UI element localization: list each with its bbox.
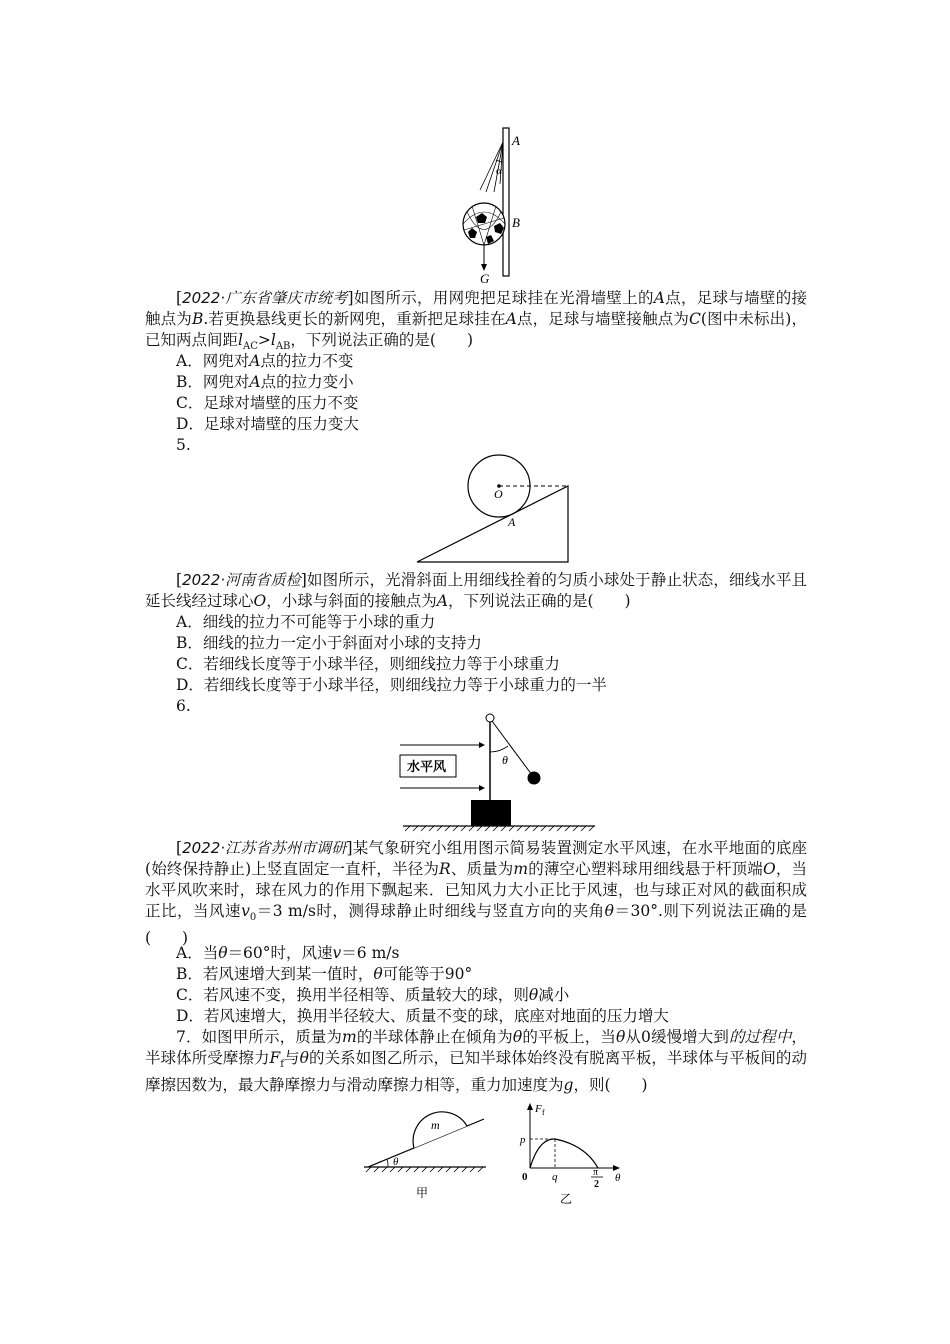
q5-var: O [253,592,267,610]
opt-text: 点的拉力变小 [260,373,354,391]
q6-number: 6. [176,697,191,715]
opt-text: 可能等于90° [382,965,473,983]
opt-text: 减小 [538,986,570,1004]
opt-text: C．若风速不变，换用半径相等、质量较大的球，则 [176,986,529,1004]
q4-source: 2022·广东省肇庆市统考 [182,289,348,307]
q5-option-a[interactable]: A．细线的拉力不可能等于小球的重力 [176,613,436,631]
q6-var: O [762,860,776,878]
q7-stem-part: ，则( ) [573,1076,648,1095]
opt-var: θ [528,986,539,1004]
q6-stem-part: ＝3 m/s时，测得球静止时细线与竖直方向的夹角 [256,902,605,920]
q4-option-c[interactable]: C．足球对墙壁的压力不变 [176,394,359,412]
q6-stem-part: 、质量为 [450,860,514,878]
q4-label-alpha: α [496,165,502,177]
q6-var: v [241,902,250,920]
q5-stem-part: 如图所示，光滑斜面上用细线拴着的匀质小球处于静止状态，细线水平且延长线经过球心 [145,571,807,610]
q6-stem-part: 的薄空心塑料球用细线悬于杆顶端 [528,860,763,878]
q7-yi-label-p: p [520,1134,526,1146]
q5-label-O: O [494,487,503,501]
q4-subscript: AB [275,341,291,353]
q7-stem [145,1027,807,1096]
q7-stem-part: 的半球体静止在倾角为 [356,1028,513,1046]
q4-option-d[interactable]: D．足球对墙壁的压力变大 [176,415,359,433]
q4-subscript: AC [242,341,258,353]
q6-stem-part: ，当水平风吹来时，球在风力的作用下飘起来．已知风力大小正比于风速，也与球正对风的截面积成正比，当风速 [145,860,807,920]
q7-stem-part: 从0缓慢增大到 [625,1028,729,1046]
wall [503,128,509,276]
wind-label: 水平风 [407,760,447,775]
q7-yi-axis-sub: f [542,1108,545,1117]
q7-figure-yi [515,1100,635,1210]
q7-var: θ [299,1049,309,1067]
q4-option-a[interactable] [176,351,353,372]
q4-label-A: A [512,133,520,148]
q6-var: R [439,860,451,878]
q6-source: 2022·江苏省苏州市调研 [182,839,347,857]
q5-number: 5. [176,436,191,454]
q4-var: A [505,310,517,328]
q4-stem-part: 如图所示，用网兜把足球挂在光滑墙壁上的 [353,289,654,307]
opt-text: A．当 [176,944,219,962]
string [492,721,532,775]
q5-figure [412,448,577,566]
q7-yi-axis-F: F [535,1103,542,1115]
q4-var: C [689,310,701,328]
q7-stem-part: 的关系如图乙所示，已知半球体始终没有脱离平板，半球体与平板间的动摩擦因数为，最大静摩擦力与滑动摩擦力相等，重力加速度为 [145,1049,807,1095]
q4-label-B: B [512,215,520,230]
q6-label-theta: θ [502,753,508,767]
q4-var: B [191,310,204,328]
q7-var: m [342,1028,357,1046]
q4-option-b[interactable] [176,372,354,393]
q7-stem-part: ，半球体所受摩擦力 [145,1028,807,1067]
q6-subscript: 0 [249,912,257,924]
q7-var: F [269,1049,281,1067]
q5-source: 2022·河南省质检 [182,571,301,589]
q7-jia-label-m: m [431,1118,440,1132]
q6-option-d[interactable]: D．若风速增大，换用半径较大、质量不变的球，底座对地面的压力增大 [176,1007,669,1025]
opt-var: θ [218,944,228,962]
friction-curve [530,1139,598,1168]
opt-var: θ [373,965,383,983]
q7-jia-caption: 甲 [416,1186,429,1200]
q7-stem-part: 的平板上，当 [522,1028,616,1046]
base [471,800,511,826]
q5-option-b[interactable]: B．细线的拉力一定小于斜面对小球的支持力 [176,634,482,652]
opt-text: B．网兜对 [176,373,250,391]
q5-option-c[interactable]: C．若细线长度等于小球半径，则细线拉力等于小球重力 [176,655,560,673]
opt-text: ＝60°时，风速 [227,944,333,962]
q7-stem-part: 7．如图甲所示，质量为 [176,1028,343,1046]
opt-var: A [249,352,261,370]
q7-yi-label-pi: π [593,1167,599,1178]
q6-option-c[interactable] [176,985,569,1006]
q5-stem: [2022·河南省质检]如图所示，光滑斜面上用细线拴着的匀质小球处于静止状态，细线水平且延长线经过球心O，小球与斜面的接触点为A，下列说法正确的是( ) [145,571,807,610]
q6-stem: [2022·江苏省苏州市调研]某气象研究小组用图示简易装置测定水平风速，在水平地面的底座(始终保持静止)上竖直固定一直杆，半径为R、质量为m的薄空心塑料球用细线悬于杆顶端O，当水平风吹来时，球在风力的作用下飘起来．已知风力大小正比于风速，也与球正对风的截面积成正比，当风速$v_0=3$ m/s时，测得球静止时细线与竖直方向的夹角θ＝30°.则下列说法正确的是( ) [145,839,807,948]
opt-text: B．若风速增大到某一值时， [176,965,374,983]
q7-subscript: f [280,1059,284,1071]
q6-stem-part: ＝30°.则下列说法正确的是( ) [145,902,807,948]
q4-var: l [238,331,243,349]
q4-var: A [653,289,665,307]
theta-arc [387,1159,388,1167]
q7-yi-label-theta: θ [615,1172,621,1184]
q5-var: A [436,592,448,610]
q6-stem-part: 某气象研究小组用图示简易装置测定水平风速，在水平地面的底座(始终保持静止)上竖直固定一直杆，半径为 [145,839,807,878]
q4-var: l [270,331,276,349]
q7-stem-part: 与 [283,1049,300,1067]
q4-stem: [2022·广东省肇庆市统考]如图所示，用网兜把足球挂在光滑墙壁上的A点，足球与墙壁的接触点为B.若更换悬线更长的新网兜，重新把足球挂在A点，足球与墙壁接触点为C(图中未标出)，已知两点间距$l_{AC}>l_{AB}$，下列说法正确的是( ) [145,289,807,353]
q7-yi-caption: 乙 [560,1192,573,1206]
q6-option-a[interactable] [176,943,399,964]
q4-stem-part: .若更换悬线更长的新网兜，重新把足球挂在 [203,310,506,328]
q6-option-b[interactable] [176,964,472,985]
opt-var: A [249,373,261,391]
q7-yi-label-q: q [552,1171,558,1183]
q4-stem-part: 点，足球与墙壁的接触点为 [145,289,807,328]
q4-label-G: G [480,271,490,286]
pivot-O [486,714,494,722]
theta-arc [490,746,508,752]
q4-stem-part: 点，足球与墙壁接触点为 [516,310,689,328]
q7-var: g [563,1076,574,1095]
opt-var: v [332,944,342,962]
q6-var: θ [604,902,614,920]
q7-yi-label-0: 0 [522,1171,528,1183]
q5-stem-part: ，小球与斜面的接触点为 [266,592,437,610]
q4-figure [450,122,540,292]
ground [364,1167,486,1172]
opt-text: ＝6 m/s [341,944,400,962]
q7-figure-jia [358,1105,493,1200]
opt-text: A．网兜对 [176,352,250,370]
q6-var: m [513,860,529,878]
q7-jia-label-theta: θ [393,1156,399,1168]
q4-stem-part: (图中未标出)，已知两点间距 [145,310,807,349]
q7-var: θ [615,1028,626,1046]
q4-stem-part: ，下列说法正确的是( ) [290,331,474,349]
q7-yi-label-2: 2 [594,1179,599,1190]
q7-var: θ [512,1028,523,1046]
q5-stem-part: ，下列说法正确的是( ) [447,592,631,610]
q6-figure [395,708,605,834]
q7-italic-text: 的过程中 [729,1028,792,1046]
q5-label-A: A [508,515,516,529]
football [463,203,505,245]
q5-option-d[interactable]: D．若细线长度等于小球半径，则细线拉力等于小球重力的一半 [176,676,607,694]
opt-text: 点的拉力不变 [260,352,354,370]
ground [403,826,595,831]
q4-stem-part: > [257,331,271,349]
ball [528,772,541,785]
incline [417,486,568,562]
